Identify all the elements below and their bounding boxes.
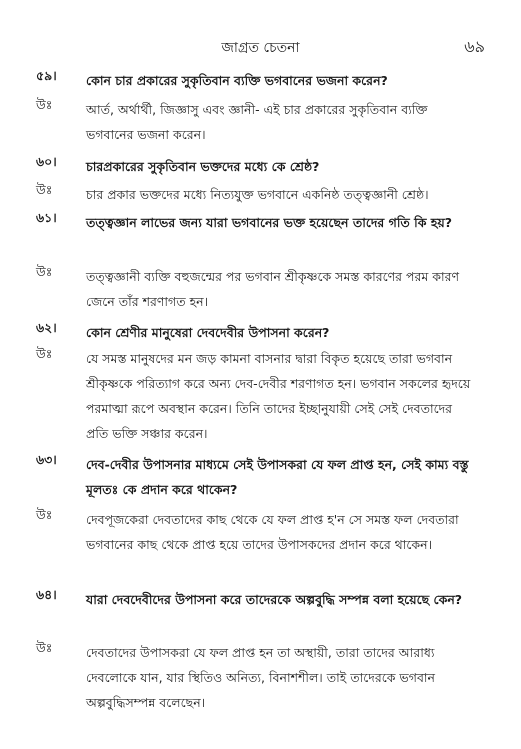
page-number: ৬৯	[464, 37, 485, 56]
answer-marker: উঃ	[36, 346, 53, 361]
question-number: ৬৪।	[36, 587, 57, 602]
answer-text: দেবপূজকেরা দেবতাদের কাছ থেকে যে ফল প্রাপ্ত হ'ন সে সমস্ত ফল দেবতারা ভগবানের কাছ থেকে প্রাপ্ত হয়ে তাদের উপাসকদের প্রদান করে থাকেন।	[86, 512, 459, 552]
answer-marker: উঃ	[36, 640, 53, 655]
question-text: দেব-দেবীর উপাসনার মাধ্যমে সেই উপাসকরা যে ফল প্রাপ্ত হন, সেই কাম্য বস্তু মূলতঃ কে প্রদান করে থাকেন?	[86, 457, 469, 497]
answer-text: চার প্রকার ভক্তদের মধ্যে নিত্যযুক্ত ভগবানে একনিষ্ঠ তত্ত্বজ্ঞানী শ্রেষ্ঠ।	[86, 187, 429, 202]
answer-text: তত্ত্বজ্ঞানী ব্যক্তি বহুজন্মের পর ভগবান শ্রীকৃষ্ণকে সমস্ত কারণের পরম কারণ জেনে তাঁর শরণাগত হন।	[86, 269, 460, 309]
question-text: যারা দেবদেবীদের উপাসনা করে তাদেরকে অল্পবুদ্ধি সম্পন্ন বলা হয়েছে কেন?	[86, 592, 463, 607]
running-header: জাগ্রত চেতনা	[221, 40, 300, 56]
answer-marker: উঃ	[36, 507, 53, 522]
answer-marker: উঃ	[36, 97, 53, 112]
question-text: তত্ত্বজ্ঞান লাভের জন্য যারা ভগবানের ভক্ত হয়েছেন তাদের গতি কি হয়?	[86, 215, 453, 230]
question-number: ৬৩।	[36, 452, 57, 467]
answer-text: আর্ত, অর্থার্থী, জিজ্ঞাসু এবং জ্ঞানী- এই চার প্রকারের সুকৃতিবান ব্যক্তি ভগবানের ভজনা করেন।	[86, 102, 428, 142]
question-number: ৬২।	[36, 320, 57, 335]
question-number: ৬১।	[36, 210, 57, 225]
answer-marker: উঃ	[36, 182, 53, 197]
question-number: ৫৯।	[36, 68, 57, 83]
question-text: কোন শ্রেণীর মানুষেরা দেবদেবীর উপাসনা করেন?	[86, 325, 330, 340]
answer-text: দেবতাদের উপাসকরা যে ফল প্রাপ্ত হন তা অস্থায়ী, তারা তাদের আরাধ্য দেবলোকে যান, যার স্থিতিও অনিত্য, বিনাশশীল। তাই তাদেরকে ভগবান অল্পবুদ্ধিসম্পন্ন বলেছেন।	[86, 645, 435, 710]
question-number: ৬০।	[36, 154, 57, 169]
answer-marker: উঃ	[36, 264, 53, 279]
answer-text: যে সমস্ত মানুষদের মন জড় কামনা বাসনার দ্বারা বিকৃত হয়েছে তারা ভগবান শ্রীকৃষ্ণকে পরিত্যাগ করে অন্য দেব-দেবীর শরণাগত হন। ভগবান সকলের হৃদয়ে পরমাত্মা রূপে অবস্থান করেন। তিনি তাদের ইচ্ছানুযায়ী সেই সেই দেবতাদের প্রতি ভক্তি সঞ্চার করেন।	[86, 351, 471, 441]
question-text: চারপ্রকারের সুকৃতিবান ভক্তদের মধ্যে কে শ্রেষ্ঠ?	[86, 159, 320, 174]
question-text: কোন চার প্রকারের সুকৃতিবান ব্যক্তি ভগবানের ভজনা করেন?	[86, 73, 388, 88]
